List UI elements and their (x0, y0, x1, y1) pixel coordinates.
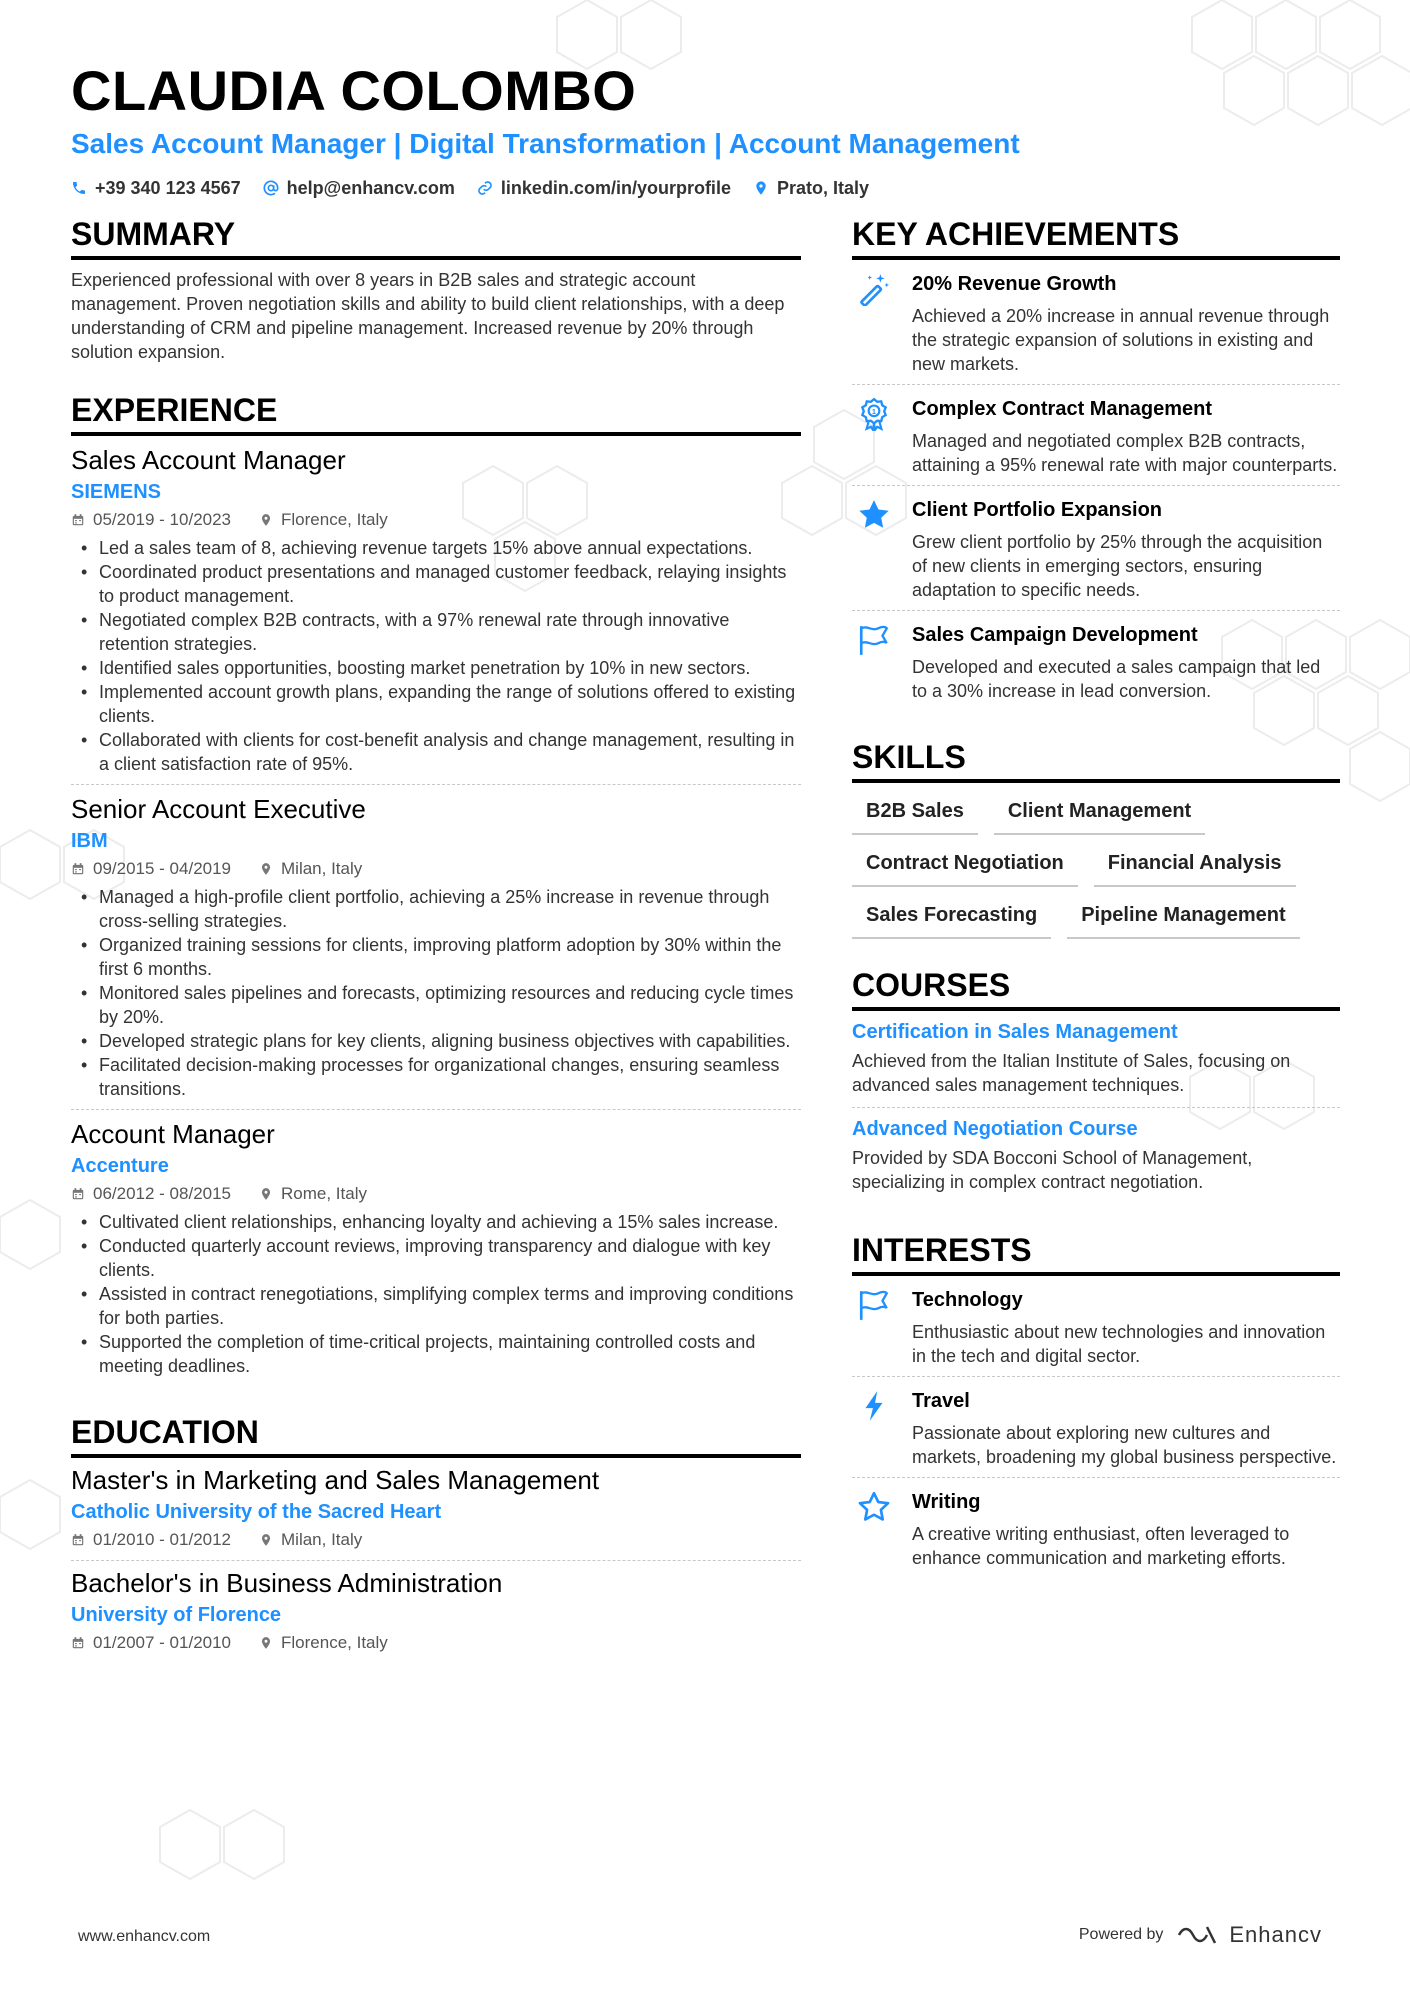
course-title: Advanced Negotiation Course (852, 1118, 1138, 1140)
job-role: Sales Account Manager (71, 445, 346, 475)
experience-entry (71, 1110, 801, 1386)
calendar-icon (71, 513, 85, 527)
job-dates-text: 06/2012 - 08/2015 (93, 1184, 232, 1203)
job-role: Senior Account Executive (71, 794, 366, 824)
job-bullet: • Negotiated complex B2B contracts, with a 97% renewal rate through innovative retention strategies. (71, 608, 801, 656)
at-icon (263, 180, 279, 196)
job-location-text: Milan, Italy (281, 859, 363, 878)
education-location-text: Florence, Italy (281, 1633, 388, 1652)
job-dates-text: 09/2015 - 04/2019 (93, 859, 232, 878)
courses-heading: COURSES (852, 965, 1340, 1011)
brand-name: Enhancv (1229, 1922, 1322, 1947)
education-location (259, 1528, 362, 1552)
job-location-text: Florence, Italy (281, 510, 388, 529)
job-dates-text: 05/2019 - 10/2023 (93, 510, 232, 529)
achievement-desc: Developed and executed a sales campaign that led to a 30% increase in lead conversion. (912, 657, 1321, 701)
calendar-icon (71, 1533, 85, 1547)
skill-tag: Contract Negotiation (852, 849, 1078, 887)
interest-title: Travel (912, 1390, 970, 1412)
job-meta (71, 857, 801, 881)
job-bullets (71, 1210, 801, 1378)
education-dates (71, 1631, 231, 1655)
job-bullet: • Coordinated product presentations and managed customer feedback, relaying insights to product management. (71, 560, 801, 608)
location-pin-icon (753, 180, 769, 196)
candidate-title: Sales Account Manager | Digital Transformation | Account Management (71, 128, 1020, 159)
left-column (71, 214, 801, 1689)
enhancv-logo-icon (1177, 1923, 1221, 1947)
job-bullet: • Developed strategic plans for key clients, aligning business objectives with capabilities. (71, 1029, 801, 1053)
job-bullets (71, 536, 801, 776)
job-location (259, 508, 388, 532)
contact-phone[interactable] (71, 176, 241, 200)
course-item (852, 1108, 1340, 1204)
location-pin-icon (259, 1187, 273, 1201)
summary-section (71, 214, 801, 364)
course-item (852, 1011, 1340, 1108)
interest-desc: A creative writing enthusiast, often leveraged to enhance communication and marketing efforts. (912, 1524, 1290, 1568)
education-meta (71, 1631, 801, 1655)
powered-by (1079, 1922, 1322, 1948)
skill-tag: Client Management (994, 797, 1205, 835)
calendar-icon (71, 1187, 85, 1201)
calendar-icon (71, 1636, 85, 1650)
experience-entry (71, 785, 801, 1110)
powered-by-label: Powered by (1078, 1926, 1164, 1943)
education-dates (71, 1528, 231, 1552)
education-location (259, 1631, 388, 1655)
svg-text:1: 1 (871, 407, 877, 416)
magic-wand-icon (857, 272, 891, 306)
linkedin-text: linkedin.com/in/yourprofile (500, 178, 731, 198)
interest-desc: Passionate about exploring new cultures and markets, broadening my global business perspective. (912, 1423, 1337, 1467)
footer (0, 1920, 1410, 1960)
achievement-desc: Grew client portfolio by 25% through the acquisition of new clients in emerging sectors, ensuring adaptation to specific needs. (912, 532, 1323, 600)
job-meta (71, 1182, 801, 1206)
job-bullet: • Assisted in contract renegotiations, simplifying complex terms and improving conditions for both parties. (71, 1282, 801, 1330)
summary-text: Experienced professional with over 8 years in B2B sales and strategic account management. Proven negotiation skills and ability to build client relationships, with a deep understanding of CRM and pipeline management. Increased revenue by 20% through solution expansion. (71, 270, 785, 362)
candidate-name: CLAUDIA COLOMBO (71, 59, 637, 122)
flag-icon (857, 1288, 891, 1322)
achievements-heading: KEY ACHIEVEMENTS (852, 214, 1340, 260)
job-company: SIEMENS (71, 481, 162, 503)
job-company: Accenture (71, 1155, 169, 1177)
interest-title: Writing (912, 1491, 981, 1513)
achievement-title: Sales Campaign Development (912, 624, 1198, 646)
achievement-item (852, 486, 1340, 611)
education-heading: EDUCATION (71, 1412, 801, 1458)
phone-text: +39 340 123 4567 (95, 178, 241, 198)
lightning-icon (857, 1389, 891, 1423)
job-location (259, 857, 362, 881)
skill-tag: Pipeline Management (1067, 901, 1300, 939)
phone-icon (71, 180, 87, 196)
achievement-title: 20% Revenue Growth (912, 273, 1117, 295)
interest-desc: Enthusiastic about new technologies and innovation in the tech and digital sector. (912, 1322, 1326, 1366)
education-dates-text: 01/2007 - 01/2010 (93, 1633, 232, 1652)
job-location (259, 1182, 367, 1206)
achievement-item (852, 385, 1340, 486)
contact-bar (71, 176, 1341, 200)
skills-section (852, 737, 1340, 939)
education-entry (71, 1561, 801, 1663)
achievement-title: Client Portfolio Expansion (912, 499, 1163, 521)
experience-heading: EXPERIENCE (71, 390, 801, 436)
interests-heading: INTERESTS (852, 1230, 1340, 1276)
course-desc: Achieved from the Italian Institute of Sales, focusing on advanced sales management techniques. (852, 1051, 1291, 1095)
achievement-item (852, 611, 1340, 711)
job-bullet: • Facilitated decision-making processes for organizational changes, ensuring seamless transitions. (71, 1053, 801, 1101)
location-pin-icon (259, 862, 273, 876)
location-pin-icon (259, 1636, 273, 1650)
link-icon (477, 180, 493, 196)
interests-section (852, 1230, 1340, 1578)
job-bullets (71, 885, 801, 1101)
contact-location (753, 176, 869, 200)
job-bullet: • Led a sales team of 8, achieving revenue targets 15% above annual expectations. (71, 536, 801, 560)
job-bullet: • Managed a high-profile client portfolio, achieving a 25% increase in revenue through cross-selling strategies. (71, 885, 801, 933)
contact-email[interactable] (263, 176, 455, 200)
education-dates-text: 01/2010 - 01/2012 (93, 1530, 232, 1549)
calendar-icon (71, 862, 85, 876)
job-company: IBM (71, 830, 108, 852)
degree-title: Master's in Marketing and Sales Management (71, 1465, 600, 1495)
job-location-text: Rome, Italy (281, 1184, 367, 1203)
job-bullet: • Conducted quarterly account reviews, improving transparency and dialogue with key clients. (71, 1234, 801, 1282)
job-dates (71, 508, 231, 532)
job-bullet: • Identified sales opportunities, boosting market penetration by 10% in new sectors. (71, 656, 801, 680)
location-pin-icon (259, 1533, 273, 1547)
location-pin-icon (259, 513, 273, 527)
job-bullet: • Organized training sessions for clients, improving platform adoption by 30% within the first 6 months. (71, 933, 801, 981)
course-desc: Provided by SDA Bocconi School of Management, specializing in complex contract negotiation. (852, 1148, 1253, 1192)
job-bullet: • Implemented account growth plans, expanding the range of solutions offered to existing clients. (71, 680, 801, 728)
education-section (71, 1412, 801, 1663)
experience-section (71, 390, 801, 1386)
skill-tag: Sales Forecasting (852, 901, 1051, 939)
degree-title: Bachelor's in Business Administration (71, 1568, 503, 1598)
skills-heading: SKILLS (852, 737, 1340, 783)
interest-title: Technology (912, 1289, 1023, 1311)
job-bullet: • Collaborated with clients for cost-benefit analysis and change management, resulting in a client satisfaction rate of 95%. (71, 728, 801, 776)
star-outline-icon (857, 1490, 891, 1524)
education-location-text: Milan, Italy (281, 1530, 363, 1549)
flag-icon (857, 623, 891, 657)
job-bullet: • Monitored sales pipelines and forecasts, optimizing resources and reducing cycle times by 20%. (71, 981, 801, 1029)
achievement-desc: Achieved a 20% increase in annual revenue through the strategic expansion of solutions in existing and new markets. (912, 306, 1330, 374)
achievement-desc: Managed and negotiated complex B2B contracts, attaining a 95% renewal rate with major counterparts. (912, 431, 1338, 475)
resume-header (71, 58, 1341, 200)
location-text: Prato, Italy (776, 178, 869, 198)
right-column (852, 214, 1340, 1604)
award-ribbon-icon (857, 397, 891, 431)
skills-list (852, 797, 1340, 939)
job-dates (71, 1182, 231, 1206)
summary-heading: SUMMARY (71, 214, 801, 260)
email-text: help@enhancv.com (286, 178, 455, 198)
job-meta (71, 508, 801, 532)
job-dates (71, 857, 231, 881)
achievements-section (852, 214, 1340, 711)
school-name: University of Florence (71, 1604, 282, 1626)
job-bullet: • Cultivated client relationships, enhancing loyalty and achieving a 15% sales increase. (71, 1210, 801, 1234)
interest-item (852, 1276, 1340, 1377)
footer-website[interactable]: www.enhancv.com (78, 1928, 211, 1945)
school-name: Catholic University of the Sacred Heart (71, 1501, 442, 1523)
contact-linkedin[interactable] (477, 176, 731, 200)
experience-entry (71, 436, 801, 785)
achievement-item (852, 260, 1340, 385)
job-bullet: • Supported the completion of time-critical projects, maintaining controlled costs and meeting deadlines. (71, 1330, 801, 1378)
skill-tag: B2B Sales (852, 797, 978, 835)
interest-item (852, 1377, 1340, 1478)
achievement-title: Complex Contract Management (912, 398, 1213, 420)
skill-tag: Financial Analysis (1094, 849, 1296, 887)
star-icon (857, 498, 891, 532)
courses-section (852, 965, 1340, 1204)
brand-logo[interactable] (1177, 1922, 1322, 1948)
job-role: Account Manager (71, 1119, 275, 1149)
course-title: Certification in Sales Management (852, 1021, 1178, 1043)
education-entry (71, 1458, 801, 1561)
interest-item (852, 1478, 1340, 1578)
education-meta (71, 1528, 801, 1552)
